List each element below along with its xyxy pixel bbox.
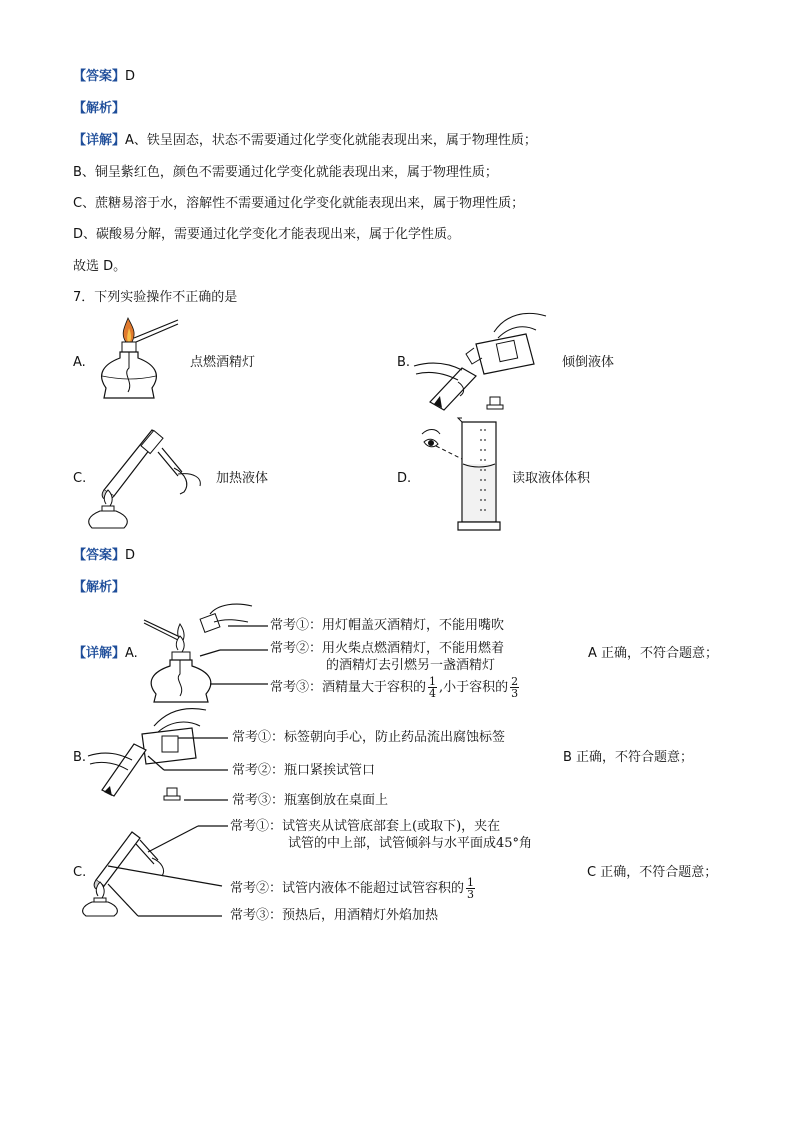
c-verdict: C 正确，不符合题意； xyxy=(587,865,718,880)
detail-line-c: C、蔗糖易溶于水，溶解性不需要通过化学变化就能表现出来，属于物理性质； xyxy=(73,196,525,211)
fraction-two-thirds xyxy=(510,676,519,699)
c-callout-2-text: 常考②：试管内液体不能超过试管容积的 xyxy=(230,881,465,896)
fraction-one-third xyxy=(466,877,475,900)
option-a-caption: 点燃酒精灯 xyxy=(190,355,256,370)
analysis-tag: 【解析】 xyxy=(73,580,126,595)
pouring-liquid-illustration xyxy=(414,308,554,414)
b-callout-lines xyxy=(148,730,230,806)
c-callout-2 xyxy=(230,877,477,900)
detail-line-b: B、铜呈紫红色，颜色不需要通过化学变化就能表现出来，属于物理性质； xyxy=(73,165,498,180)
stopper-illustration xyxy=(487,397,503,411)
answer-value: D xyxy=(125,69,136,84)
b-callout-1: 常考①：标签朝向手心，防止药品流出腐蚀标签 xyxy=(232,730,506,745)
answer-tag: 【答案】 xyxy=(73,69,126,84)
fraction-numerator: 1 xyxy=(467,876,475,889)
fraction-numerator: 1 xyxy=(429,675,437,688)
reading-volume-illustration xyxy=(418,420,508,532)
fraction-one-quarter xyxy=(428,676,437,699)
analysis-tag: 【解析】 xyxy=(73,101,126,116)
option-c-letter: C. xyxy=(73,471,87,486)
option-d-letter: D. xyxy=(397,471,412,486)
option-d-caption: 读取液体体积 xyxy=(512,471,591,486)
b-verdict: B 正确，不符合题意； xyxy=(563,750,694,765)
answer-line-q6 xyxy=(73,68,135,86)
detail-c-letter: C. xyxy=(73,865,87,880)
heating-liquid-illustration xyxy=(90,424,210,528)
a-callout-1: 常考①：用灯帽盖灭酒精灯，不能用嘴吹 xyxy=(270,618,505,633)
c-callout-lines xyxy=(108,826,230,926)
c-callout-1b: 试管的中上部，试管倾斜与水平面成45°角 xyxy=(288,836,533,851)
alcohol-lamp-lighting-illustration xyxy=(92,312,182,410)
option-a-letter: A. xyxy=(73,355,86,370)
answer-value: D xyxy=(125,548,136,563)
fraction-denominator: 4 xyxy=(429,687,437,700)
option-c-caption: 加热液体 xyxy=(216,471,269,486)
detail-tag: 【详解】 xyxy=(73,133,126,148)
option-b-letter: B. xyxy=(397,355,411,370)
a-callout-3 xyxy=(270,676,521,699)
conclusion-line: 故选 D。 xyxy=(73,259,127,274)
b-callout-2: 常考②：瓶口紧挨试管口 xyxy=(232,763,376,778)
a-callout-3-text: 常考③：酒精量大于容积的 xyxy=(270,680,427,695)
detail-b-letter: B. xyxy=(73,750,87,765)
a-callout-lines xyxy=(200,620,270,690)
a-callout-2a: 常考②：用火柴点燃酒精灯，不能用燃着 xyxy=(270,641,505,656)
detail-line-d: D、碳酸易分解，需要通过化学变化才能表现出来，属于化学性质。 xyxy=(73,227,461,242)
fraction-denominator: 3 xyxy=(511,687,519,700)
detail-a-label xyxy=(73,645,138,663)
c-callout-3: 常考③：预热后，用酒精灯外焰加热 xyxy=(230,908,439,923)
detail-tag: 【详解】 xyxy=(73,646,126,661)
answer-line-q7 xyxy=(73,547,135,565)
fraction-numerator: 2 xyxy=(511,675,519,688)
a-callout-3-mid: ,小于容积的 xyxy=(439,680,509,695)
answer-tag: 【答案】 xyxy=(73,548,126,563)
detail-a-letter: A. xyxy=(125,646,138,661)
fraction-denominator: 3 xyxy=(467,888,475,901)
b-callout-3: 常考③：瓶塞倒放在桌面上 xyxy=(232,793,389,808)
c-callout-1a: 常考①：试管夹从试管底部套上(或取下)，夹在 xyxy=(230,819,501,834)
option-b-caption: 倾倒液体 xyxy=(562,355,615,370)
question-stem: 7．下列实验操作不正确的是 xyxy=(73,290,238,305)
detail-line-a xyxy=(73,132,537,150)
a-verdict: A 正确，不符合题意； xyxy=(588,646,719,661)
detail-text: A、铁呈固态，状态不需要通过化学变化就能表现出来，属于物理性质； xyxy=(125,133,537,148)
a-callout-2b: 的酒精灯去引燃另一盏酒精灯 xyxy=(326,658,496,673)
